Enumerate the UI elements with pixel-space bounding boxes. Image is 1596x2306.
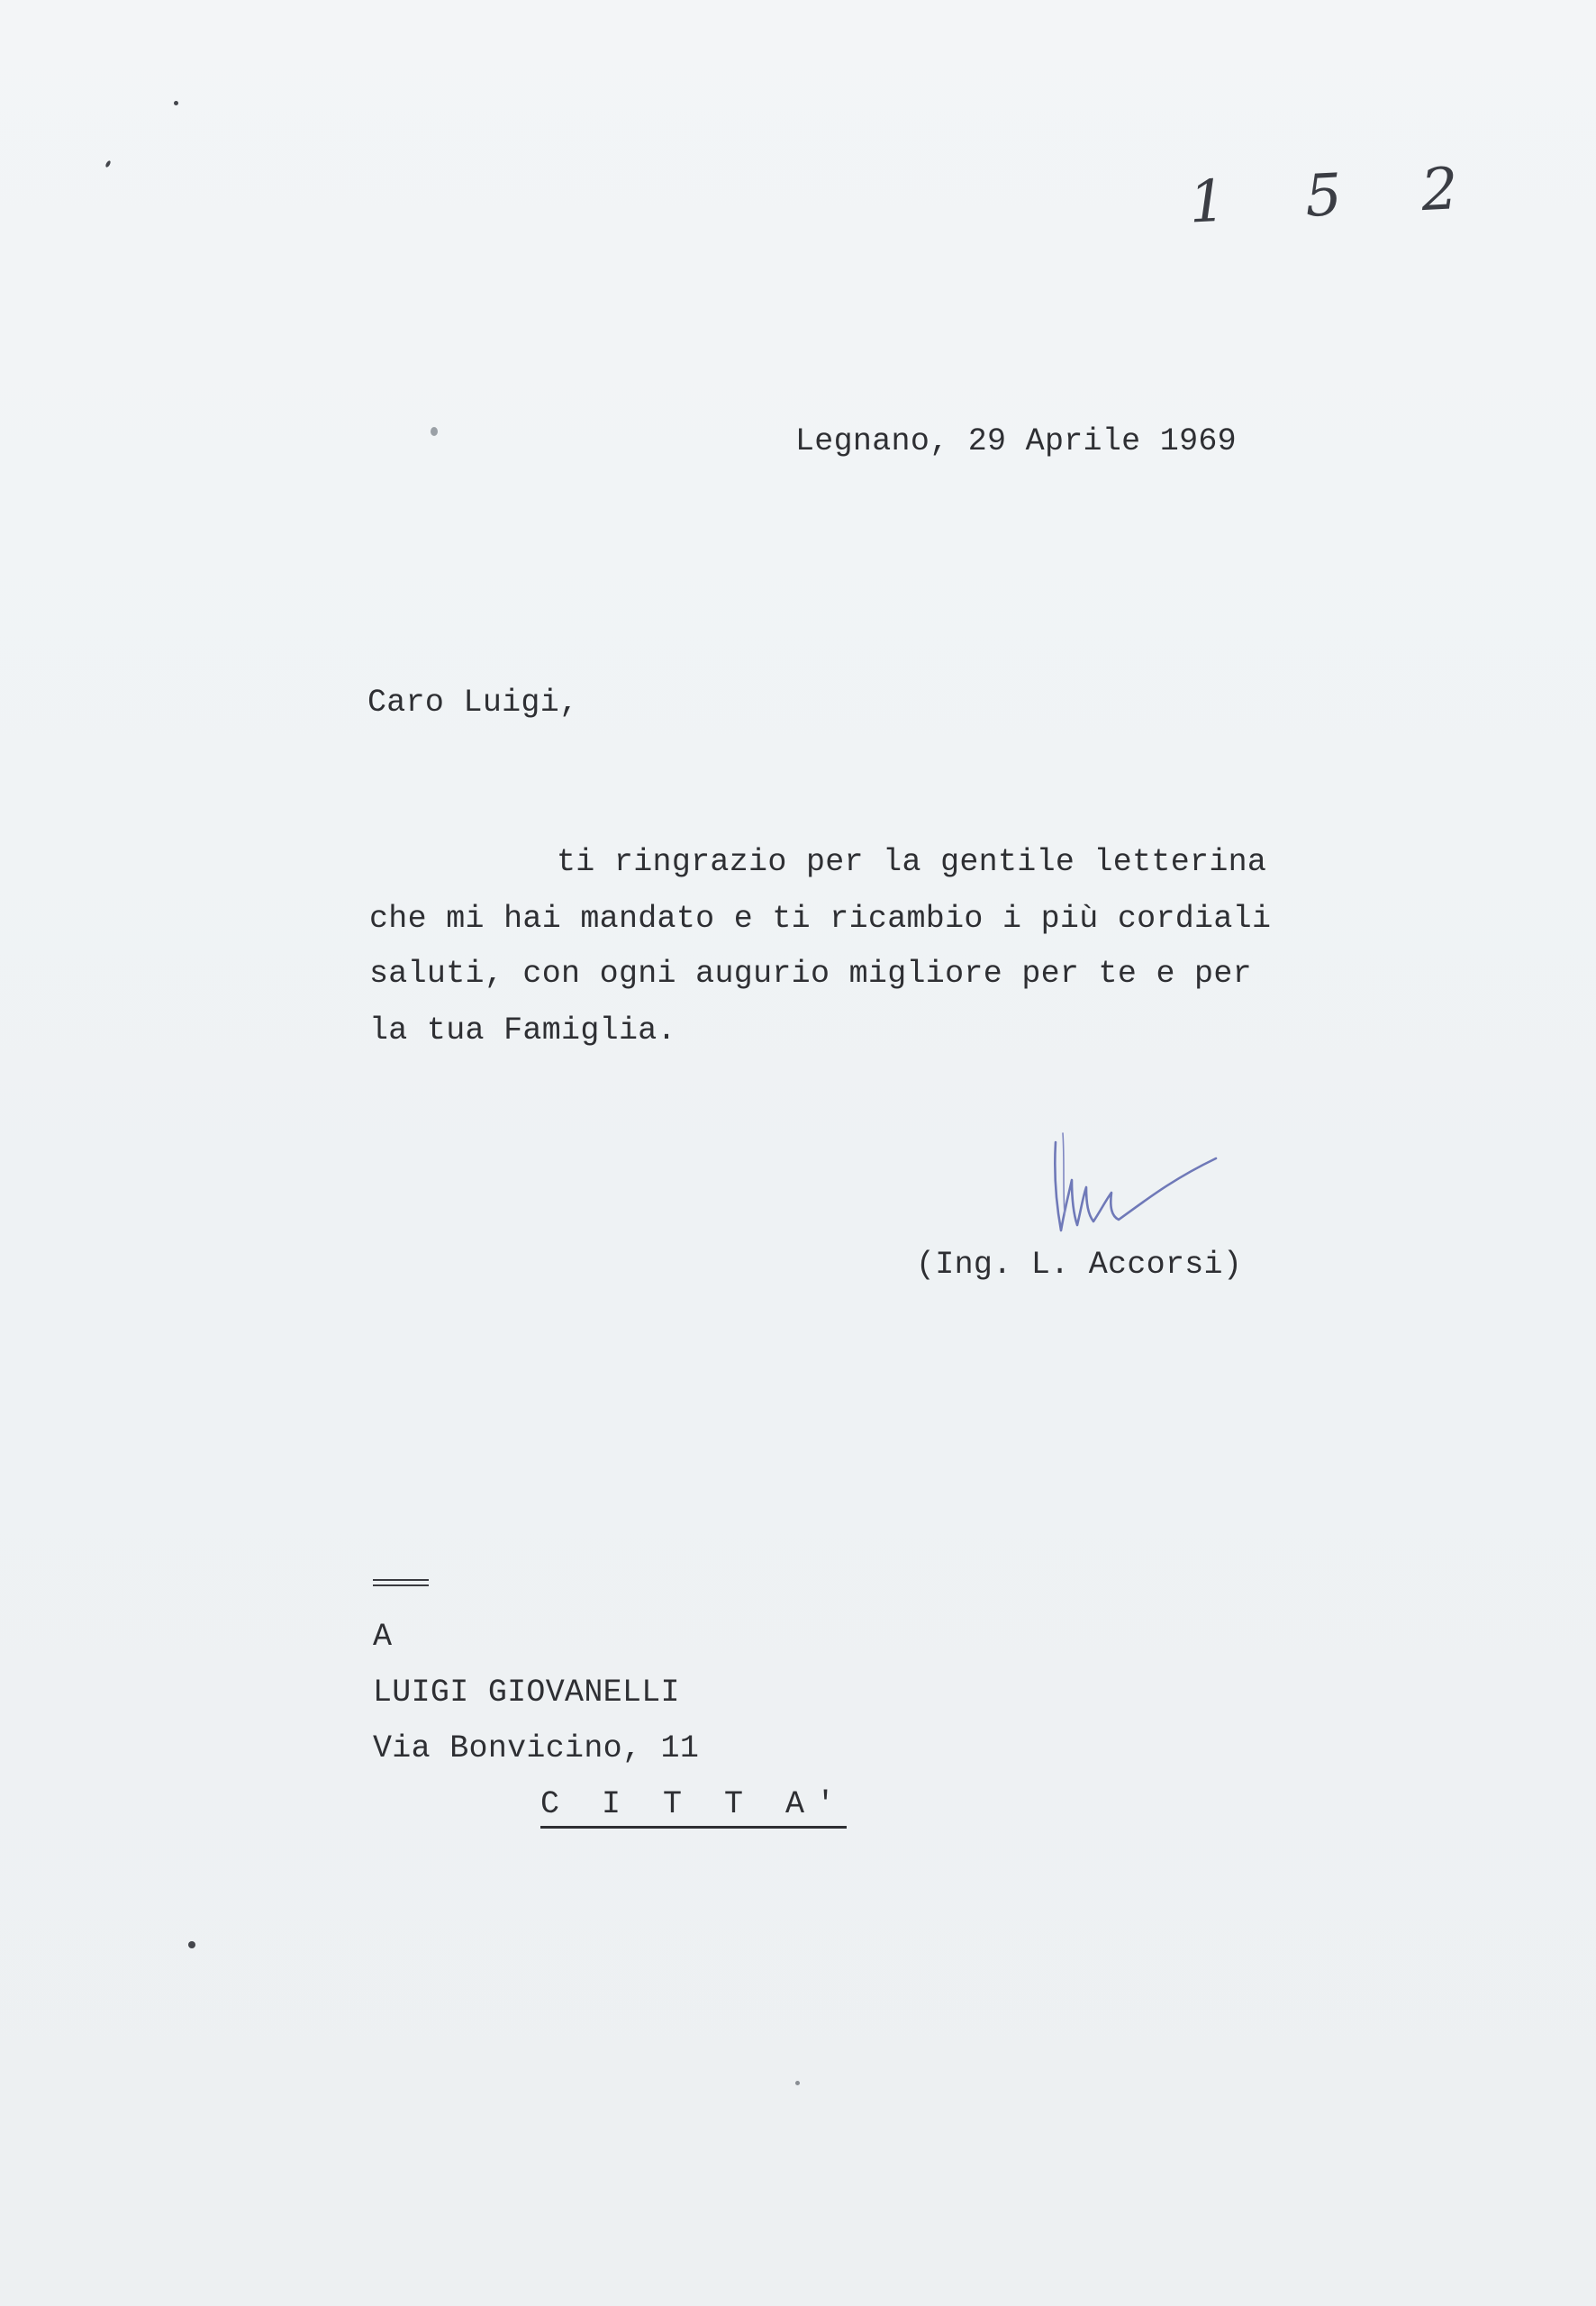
recipient-city: C I T T A': [540, 1789, 847, 1829]
recipient-street: Via Bonvicino, 11: [373, 1730, 700, 1766]
paper-speck: [174, 101, 178, 105]
paper-speck: [795, 2081, 800, 2085]
salutation: Caro Luigi,: [367, 685, 579, 721]
body-line-4: la tua Famiglia.: [369, 1012, 676, 1049]
paper-speck: [431, 427, 438, 436]
sender-name: (Ing. L. Accorsi): [916, 1247, 1243, 1283]
date-line: Legnano, 29 Aprile 1969: [795, 423, 1237, 459]
body-line-2: che mi hai mandato e ti ricambio i più cordiali: [369, 901, 1272, 937]
address-prefix: A: [373, 1619, 393, 1655]
recipient-name: LUIGI GIOVANELLI: [373, 1675, 680, 1711]
separator-mark: [373, 1579, 429, 1586]
handwritten-signature: [1045, 1124, 1225, 1241]
body-line-3: saluti, con ogni augurio migliore per te e per: [369, 956, 1252, 992]
handwritten-archive-number: 1 5 2: [1187, 154, 1491, 237]
paper-speck: [104, 160, 111, 168]
body-line-1: ti ringrazio per la gentile letterina: [557, 844, 1267, 880]
paper-speck: [188, 1941, 195, 1948]
